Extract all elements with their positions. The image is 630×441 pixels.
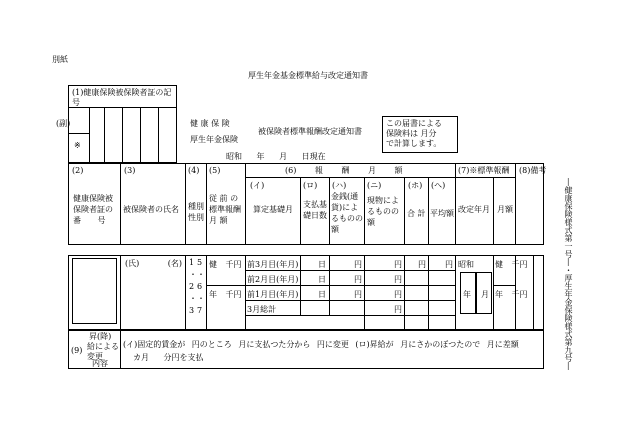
document-title: 厚生年金基金標準給与改定通知書 <box>248 71 368 80</box>
h6b-l1: 支払基 <box>303 200 327 209</box>
h2-l1: 健康保険被 <box>73 194 113 203</box>
row9-line2: カ月 分円を支払 <box>133 353 204 362</box>
era-digit-3: ・ <box>189 270 197 279</box>
h4-l2: 性別 <box>188 213 204 222</box>
h6f-label: 平均額 <box>430 209 454 218</box>
sub-mark: (副) <box>56 119 71 128</box>
h5-l2: 標準報酬 <box>209 205 241 214</box>
year-unit: 年 <box>463 290 471 299</box>
month-3: 前3月目(年月) <box>247 260 299 269</box>
era-digit-5: 2 <box>189 282 195 291</box>
h6c-l3: るものの <box>331 214 363 223</box>
era-digit-9: 3 <box>189 306 195 315</box>
day-unit-2: 日 <box>318 275 326 284</box>
stamp-line-2: 保険料は 月分 <box>386 129 437 138</box>
prev-kenko: 健 千円 <box>209 260 242 269</box>
day-unit-1: 日 <box>318 260 326 269</box>
row9-l1: 昇(降) <box>89 332 112 341</box>
era-digit-7: ・ <box>189 294 197 303</box>
h6c-num: (ハ) <box>332 181 347 190</box>
kenko-hoken: 健 康 保 険 <box>190 119 230 128</box>
era-digit-1: 1 <box>189 258 195 267</box>
row9-num: (9) <box>71 346 83 355</box>
notice-title: 被保険者標準報酬改定通知書 <box>258 127 362 136</box>
month-2: 前2月目(年月) <box>247 275 299 284</box>
h7a-label: 改定年月 <box>458 205 490 214</box>
yen-d-3: 円 <box>394 290 402 299</box>
h2-l3: 番 号 <box>73 216 106 225</box>
h6d-l1: 現物によ <box>367 196 399 205</box>
era-digit-2: 5 <box>197 258 203 267</box>
h6d-l2: るものの <box>367 207 399 216</box>
era-digit-6: 6 <box>197 282 203 291</box>
row9-l2: 給による変更 <box>87 342 119 361</box>
h6e-label: 合 計 <box>407 209 426 218</box>
card-number-box <box>72 258 117 324</box>
yen-f-1: 円 <box>445 260 453 269</box>
std-kenko: 健 千円 <box>495 260 528 269</box>
h3-label: 被保険者の氏名 <box>123 205 179 214</box>
h6-group: (6) 報 酬 月 額 <box>285 166 403 175</box>
h5-l3: 月 額 <box>209 216 228 225</box>
era-digit-4: ・ <box>197 270 205 279</box>
day-unit-3: 日 <box>318 290 326 299</box>
star-mark: ※ <box>74 141 81 150</box>
h5-num: (5) <box>209 166 221 175</box>
era-digit-8: ・ <box>197 294 205 303</box>
h5-l1: 従 前 の <box>209 194 239 203</box>
kosei-nenkin: 厚生年金保険 <box>190 135 238 144</box>
stamp-line-3: で計算します。 <box>386 139 442 148</box>
yen-e-1: 円 <box>418 260 426 269</box>
h6b-l2: 礎日数 <box>303 211 327 220</box>
yen-d-total: 円 <box>394 305 402 314</box>
h3-num: (3) <box>124 166 136 175</box>
h7b-label: 月額 <box>497 205 513 214</box>
h4-l1: 種別 <box>188 202 204 211</box>
yen-c-2: 円 <box>354 275 362 284</box>
yen-c-1: 円 <box>354 260 362 269</box>
std-nen: 年 千円 <box>495 290 528 299</box>
appendix-label: 別紙 <box>52 55 68 64</box>
insurance-card-symbol-label: (1)健康保険被保険者証の記号 <box>72 88 172 107</box>
prev-nen: 年 千円 <box>209 290 242 299</box>
h2-num: (2) <box>72 166 84 175</box>
h8-label: (8)備考 <box>519 166 547 175</box>
form-style-note: ―健康保険様式第一号―・厚生年金保険様式第九号― <box>564 178 573 370</box>
h6d-num: (ニ) <box>367 181 382 190</box>
h6f-num: (ヘ) <box>431 181 446 190</box>
h6d-l3: 額 <box>367 218 375 227</box>
h7-group: (7)※標準報酬 <box>458 166 510 175</box>
row9-l3: 内容 <box>92 359 108 368</box>
month-unit: 月 <box>481 290 489 299</box>
month-1: 前1月目(年月) <box>247 290 299 299</box>
h6c-l1: 金銭(通 <box>331 192 359 201</box>
total-3-months: 3月総計 <box>247 305 277 314</box>
h6a-num: (イ) <box>250 181 265 190</box>
h6c-l4: 額 <box>331 225 339 234</box>
yen-c-3: 円 <box>354 290 362 299</box>
yen-d-1: 円 <box>394 260 402 269</box>
era-digit-10: 7 <box>197 306 203 315</box>
h6c-l2: 貨)によ <box>331 203 359 212</box>
row9-line1: (イ)固定的賃金が 円のところ 月に支払つた分から 円に変更 (ロ)昇給が 月にさかのぼつたので 月に差額 <box>123 340 519 349</box>
yen-d-2: 円 <box>394 275 402 284</box>
stamp-line-1: この届書による <box>386 119 442 128</box>
h2-l2: 保険者証の <box>73 205 113 214</box>
h6e-num: (ホ) <box>408 181 423 190</box>
h6a-label: 算定基礎月 <box>253 205 293 214</box>
showa-label: 昭和 <box>458 260 474 269</box>
h4-num: (4) <box>188 166 200 175</box>
name-label: (氏) (名) <box>125 259 183 268</box>
date-line: 昭和 年 月 日現在 <box>226 152 326 161</box>
h6b-num: (ロ) <box>303 181 318 190</box>
